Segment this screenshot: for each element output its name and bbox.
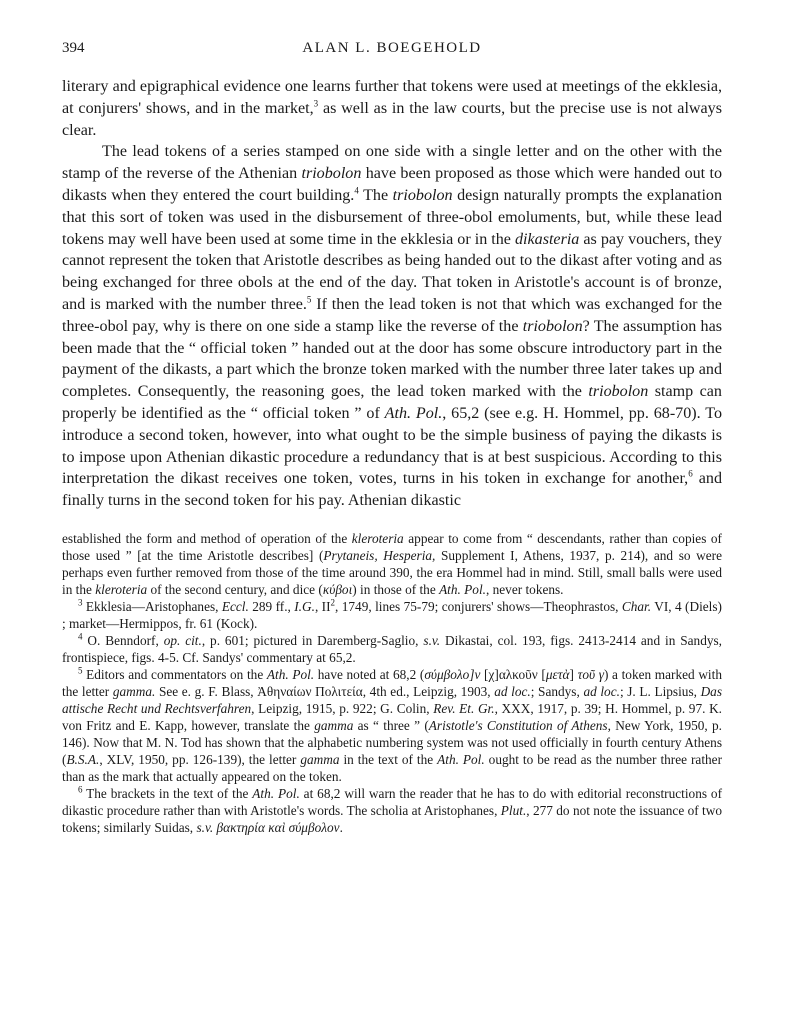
footnote-6: $^6$ The brackets in the text of the Ath. Pol. at 68,2 will warn the reader that he has to do with editorial reconstructions of dikastic procedure rather than with Aristotle's words. The scholia at Aristophanes, Plut., 277 do not note the issuance of two tokens; similarly Suidas, s.v. βακτηρία καὶ σύμβολον. (62, 784, 722, 835)
page-number: 394 (62, 40, 85, 56)
page (62, 40, 722, 836)
paragraph-1: literary and epigraphical evidence one learns further that tokens were used at meetings of the ekklesia, at conjurers' shows, and in the market,$^3$ as well as in the law courts, but the precise use is not always clear. (62, 78, 722, 139)
running-header (62, 40, 722, 62)
footnote-5: $^5$ Editors and commentators on the Ath. Pol. have noted at 68,2 (σύμβολο]ν [χ]αλκοῦν [μετὰ] τοῦ γ) a token marked with the letter gamma. See e. g. F. Blass, Ἀθηναίων Πολιτεία, 4th ed., Leipzig, 1903, ad loc.; Sandys, ad loc.; J. L. Lipsius, Das attische Recht und Rechtsverfahren, Leipzig, 1915, p. 922; G. Colin, Rev. Et. Gr., XXX, 1917, p. 39; H. Hommel, p. 97. K. von Fritz and E. Kapp, however, translate the gamma as “ three ” (Aristotle's Constitution of Athens, New York, 1950, p. 146). Now that M. N. Tod has shown that the alphabetic numbering system was not used officially in fourth century Athens (B.S.A., XLV, 1950, pp. 126-139), the letter gamma in the text of the Ath. Pol. ought to be read as the number three rather than as the mark that actually appeared on the token. (62, 665, 723, 784)
footnote-4: $^4$ O. Benndorf, op. cit., p. 601; pictured in Daremberg-Saglio, s.v. Dikastai, col. 193, figs. 2413-2414 and in Sandys, frontispiece, figs. 4-5. Cf. Sandys' commentary at 65,2. (62, 631, 722, 665)
paragraph-2: The lead tokens of a series stamped on one side with a single letter and on the other with the stamp of the reverse of the Athenian triobolon have been proposed as those which were handed out to dikasts when they entered the court building.$^4$ The triobolon design naturally prompts the explanation that this sort of token was used in the disbursement of three-obol emoluments, but, while these lead tokens may well have been used at some time in the ekklesia or in the dikasteria as pay vouchers, they cannot represent the token that Aristotle describes as being handed out to the dikast after voting and as being exchanged for three obols at the end of the day. That token in Aristotle's account is of bronze, and is marked with the number three.$^5$ If then the lead token is not that which was exchanged for the three-obol pay, why is there on one side a stamp like the reverse of the triobolon? The assumption has been made that the “ official token ” handed out at the door has some obscure introductory part in the payment of the dikasts, a part which the bronze token marked with the number three later takes up and completes. Consequently, the reasoning goes, the lead token marked with the triobolon stamp can properly be identified as the “ official token ” of Ath. Pol., 65,2 (see e.g. H. Hommel, pp. 68-70). To introduce a second token, however, into what ought to be the simple business of paying the dikasts is to impose upon Athenian dikastic procedure a redundancy that is at best suspicious. According to this interpretation the dikast receives one token, votes, turns in his token in exchange for another,$^6$ and finally turns in the second token for his pay. Athenian dikastic (62, 143, 723, 510)
footnote-ref-3: 3 (313, 98, 319, 109)
footnote-ref-4: 4 (354, 185, 359, 196)
footnotes (62, 530, 722, 836)
footnote-ref-5: 5 (306, 294, 312, 305)
running-title: ALAN L. BOEGEHOLD (302, 40, 482, 56)
body-text (62, 76, 722, 512)
footnote-3: $^3$ Ekklesia—Aristophanes, Eccl. 289 ff., I.G., $II^2$, 1749, lines 75-79; conjurers' shows—Theophrastos, Char. VI, 4 (Diels) ; market—Hermippos, fr. 61 (Kock). (62, 597, 722, 631)
footnote-ref-6: 6 (688, 468, 693, 479)
footnote-continuation: established the form and method of operation of the kleroteria appear to come from “ descendants, rather than copies of those used ” [at the time Aristotle describes] (Prytaneis, Hesperia, Supplement I, Athens, 1937, p. 214), and so were perhaps even further removed from those of the time around 390, the era Hommel had in mind. Still, small balls were used in the kleroteria of the second century, and dice (κύβοι) in those of the Ath. Pol., never tokens. (62, 530, 722, 597)
